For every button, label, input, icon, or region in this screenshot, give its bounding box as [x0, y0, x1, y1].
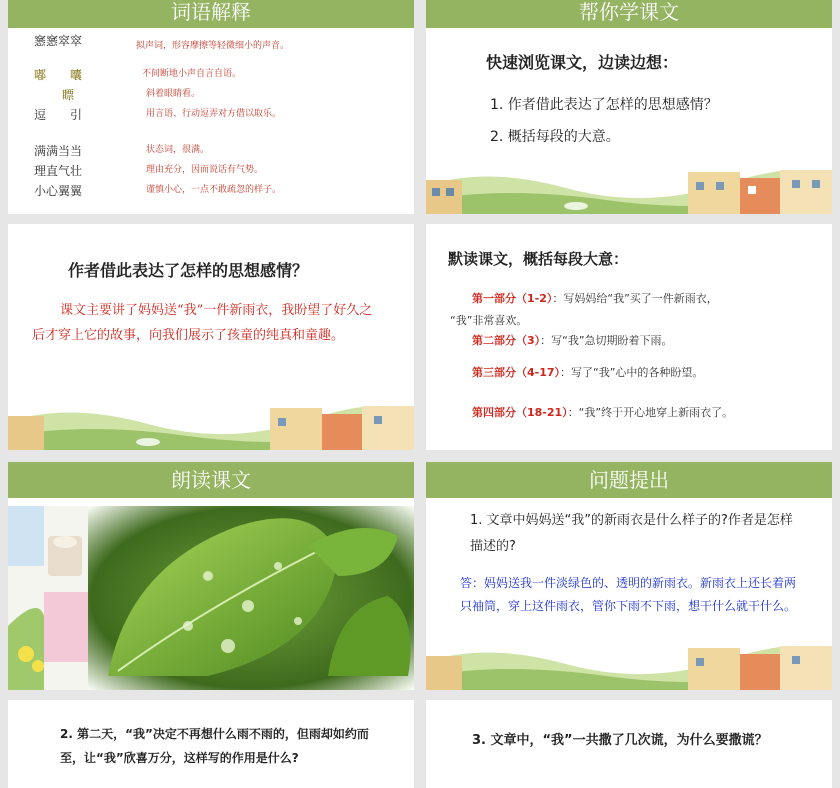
slide-vocabulary	[8, 0, 414, 214]
vocab-term: 嘟 囔	[34, 68, 83, 82]
part-text: “我”非常喜欢。	[450, 314, 528, 327]
vocab-definition: 拟声词，形容摩擦等轻微细小的声音。	[136, 41, 290, 51]
question-text: 2. 第二天，“我”决定不再想什么雨不雨的，但雨却如约而至，让“我”欣喜万分，这样写的作用是什么?	[60, 727, 369, 765]
part-text: ：写了“我”心中的各种盼望。	[560, 366, 704, 379]
vocab-term: 窸窸窣窣	[34, 34, 83, 48]
town-scenery-illustration	[8, 402, 414, 450]
summary-line	[472, 290, 718, 306]
slide-header: 朗读课文	[8, 462, 414, 498]
question-text: 1. 文章中妈妈送“我”的新雨衣是什么样子的?作者是怎样描述的?	[470, 513, 793, 554]
vocab-definition: 理由充分，因而说话有气势。	[146, 165, 264, 175]
slide-paragraph-summary	[426, 224, 832, 450]
answer-text: 答：妈妈送我一件淡绿色的、透明的新雨衣。新雨衣上还长着两只袖筒，穿上这件雨衣，管你下雨不下雨，想干什么就干什么。	[460, 576, 797, 613]
part-label: 第三部分（4-17）	[472, 366, 561, 379]
vocab-term: 小心翼翼	[34, 184, 83, 198]
question-item: 1. 作者借此表达了怎样的思想感情？	[490, 97, 718, 113]
leaf-raindrop-photo	[88, 506, 414, 690]
question-text: 3. 文章中，“我”一共撒了几次谎，为什么要撒谎？	[472, 733, 768, 748]
vocab-definition: 谨慎小心，一点不敢疏忽的样子。	[146, 185, 282, 195]
vocab-definition: 斜着眼睛看。	[146, 89, 201, 99]
vocab-term: 逗 引	[34, 108, 83, 122]
slide-question-1	[426, 462, 832, 690]
vocab-definition: 状态词，很满。	[146, 145, 210, 155]
vocab-term: 理直气壮	[34, 164, 83, 178]
spring-scene-illustration	[8, 506, 88, 690]
slide-study-guide	[426, 0, 832, 214]
summary-line	[472, 404, 733, 420]
question-item: 2. 概括每段的大意。	[490, 129, 620, 145]
slide-header: 词语解释	[8, 0, 414, 28]
town-scenery-illustration	[426, 642, 832, 690]
slide-question-2	[8, 700, 414, 788]
vocab-definition: 不间断地小声自言自语。	[142, 69, 242, 79]
slide-question-3	[426, 700, 832, 788]
slide-title: 作者借此表达了怎样的思想感情？	[68, 261, 309, 280]
town-scenery-illustration	[426, 166, 832, 214]
summary-line	[450, 312, 527, 328]
part-label: 第四部分（18-21）	[472, 406, 568, 419]
part-label: 第一部分（1-2）	[472, 292, 553, 305]
vocab-definition: 用言语、行动逗弄对方借以取乐。	[146, 109, 282, 119]
part-text: ：写妈妈给“我”买了一件新雨衣，	[552, 292, 718, 305]
vocab-term: 瞟	[62, 88, 75, 102]
slide-header: 帮你学课文	[426, 0, 832, 28]
part-text: ：写“我”急切期盼着下雨。	[540, 334, 673, 347]
vocab-term: 满满当当	[34, 144, 83, 158]
slide-theme	[8, 224, 414, 450]
part-label: 第二部分（3）	[472, 334, 541, 347]
slide-read-aloud	[8, 462, 414, 690]
slide-title: 快速浏览课文，边读边想：	[486, 53, 679, 72]
part-text: ：“我”终于开心地穿上新雨衣了。	[567, 406, 734, 419]
slide-title: 默读课文，概括每段大意：	[448, 250, 629, 268]
slide-header: 问题提出	[426, 462, 832, 498]
answer-text: 课文主要讲了妈妈送“我”一件新雨衣，我盼望了好久之后才穿上它的故事，向我们展示了孩童的纯真和童趣。	[32, 303, 373, 343]
summary-line	[472, 364, 703, 380]
summary-line	[472, 332, 673, 348]
